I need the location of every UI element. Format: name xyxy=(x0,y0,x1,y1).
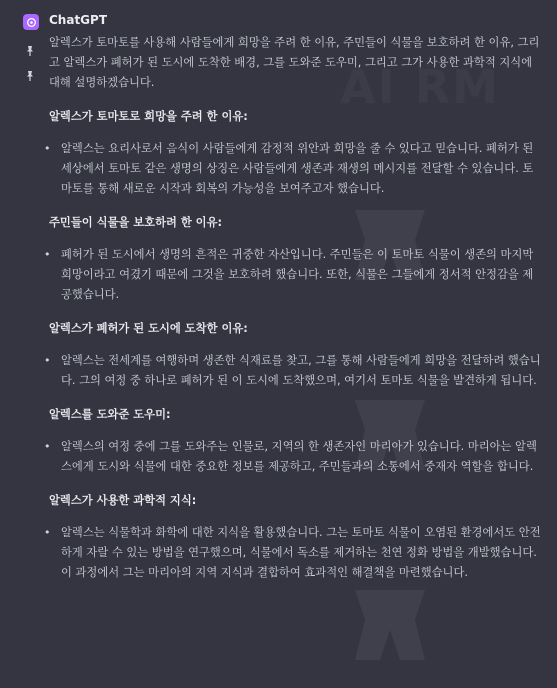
message-author: ChatGPT xyxy=(49,13,108,27)
bullet-icon: • xyxy=(44,142,51,155)
bullet-icon: • xyxy=(44,526,51,539)
bullet-icon: • xyxy=(44,354,51,367)
watermark-logo-icon xyxy=(345,580,435,670)
chatgpt-avatar xyxy=(23,14,39,30)
list-item-text: 알렉스는 식물학과 화학에 대한 지식을 활용했습니다. 그는 토마토 식물이 오염된 환경에서도 안전하게 자랄 수 있는 방법을 연구했으며, 식물에서 독소를 제거하는 천연 정화 방법을 개발했습니다. 이 과정에서 그는 마리아의 지역 지식과 결합하여 효과적인 해결책을 마련했습니다. xyxy=(61,526,541,579)
intro-paragraph: 알렉스가 토마토를 사용해 사람들에게 희망을 주려 한 이유, 주민들이 식물을 보호하려 한 이유, 그리고 알렉스가 폐허가 된 도시에 도착한 배경, 그를 도와준 도우미, 그리고 그가 사용한 과학적 지식에 대해 설명하겠습니다. xyxy=(49,36,540,89)
list-item-text: 알렉스는 전세계를 여행하며 생존한 식재료를 찾고, 그를 통해 사람들에게 희망을 전달하려 했습니다. 그의 여정 중 하나로 폐허가 된 이 도시에 도착했으며, 여기서 토마토 식물을 발견하게 됩니다. xyxy=(61,354,541,387)
section xyxy=(44,405,544,477)
section-heading: 알렉스를 도와준 도우미: xyxy=(49,408,171,421)
section xyxy=(44,107,544,199)
section xyxy=(44,319,544,391)
section-heading: 알렉스가 토마토로 희망을 주려 한 이유: xyxy=(49,110,248,123)
section xyxy=(44,213,544,305)
list-item-text: 알렉스의 여정 중에 그를 도와주는 인물로, 지역의 한 생존자인 마리아가 있습니다. 마리아는 알렉스에게 도시와 식물에 대한 중요한 정보를 제공하고, 주민들과의 소통에서 중재자 역할을 합니다. xyxy=(61,440,537,473)
section-heading: 알렉스가 사용한 과학적 지식: xyxy=(49,494,197,507)
section xyxy=(44,491,544,583)
pin-icon[interactable] xyxy=(24,45,36,57)
chatgpt-logo-icon xyxy=(26,17,37,28)
list-item xyxy=(44,245,544,305)
list-item xyxy=(44,139,544,199)
list-item-text: 폐허가 된 도시에서 생명의 흔적은 귀중한 자산입니다. 주민들은 이 토마토 식물이 생존의 마지막 희망이라고 여겼기 때문에 그것을 보호하려 했습니다. 또한, 식물은 그들에게 정서적 안정감을 제공했습니다. xyxy=(61,248,534,301)
pin-icon[interactable] xyxy=(24,70,36,82)
list-item xyxy=(44,523,544,583)
section-heading: 알렉스가 폐허가 된 도시에 도착한 이유: xyxy=(49,322,248,335)
section-heading: 주민들이 식물을 보호하려 한 이유: xyxy=(49,216,223,229)
list-item xyxy=(44,437,544,477)
list-item xyxy=(44,351,544,391)
bullet-icon: • xyxy=(44,248,51,261)
list-item-text: 알렉스는 요리사로서 음식이 사람들에게 감정적 위안과 희망을 줄 수 있다고 믿습니다. 폐허가 된 세상에서 토마토 같은 생명의 상징은 사람들에게 생존과 재생의 메시지를 전달할 수 있습니다. 토마토를 통해 새로운 시작과 회복의 가능성을 보여주고자 했습니다. xyxy=(61,142,534,195)
message-content xyxy=(44,33,544,583)
bullet-icon: • xyxy=(44,440,51,453)
